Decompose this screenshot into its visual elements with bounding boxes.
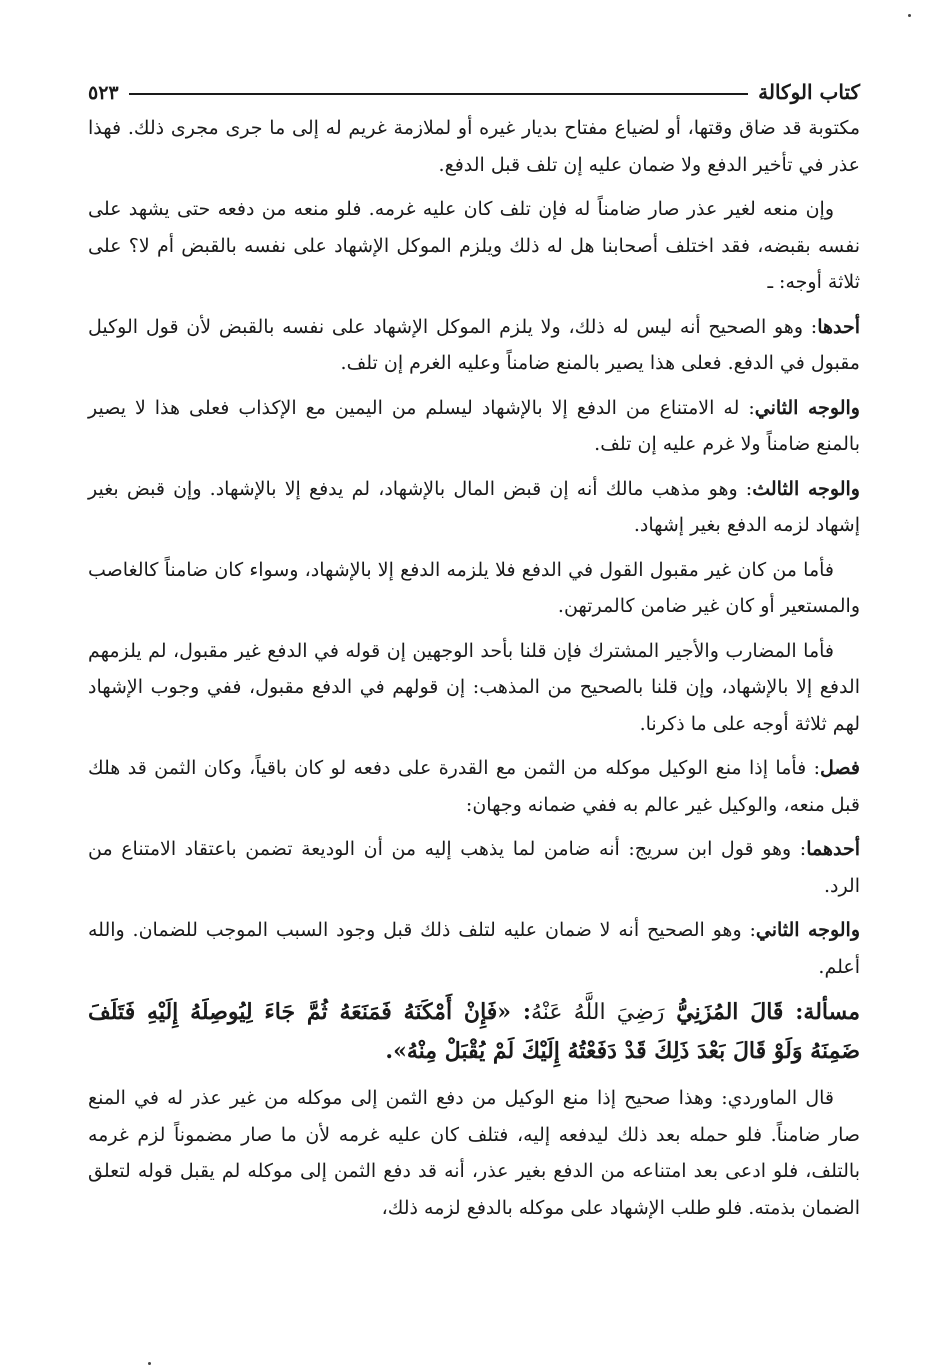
paragraph-lead: والوجه الثاني bbox=[755, 919, 860, 941]
paragraph-text: : فأما إذا منع الوكيل موكله من الثمن مع القدرة على دفعه لو كان باقياً، وكان الثمن قد هلك قبل منعه، والوكيل غير عالم به ففي ضمانه وجهان: bbox=[88, 757, 860, 816]
paragraph-text: : له الامتناع من الدفع إلا بالإشهاد ليسلم من اليمين مع الإكذاب فعلى هذا لا يصير بالمنع ضامناً ولا غرم عليه إن تلف. bbox=[88, 396, 860, 455]
paragraph-text: قال الماوردي: وهذا صحيح إذا منع الوكيل من دفع الثمن إلى موكله من غير عذر له في المنع صار ضامناً. فلو حمله بعد ذلك ليدفعه إليه، فتلف كان عليه غرمه لأن ما صار مضموناً لزم غرمه بالتلف، فلو ادعى بعد امتناعه من الدفع بغير عذر، أنه قد دفع الثمن إلى موكله لم يقبل قوله لتعلق الضمان بذمته. فلو طلب الإشهاد على موكله بالدفع لزمه ذلك، bbox=[88, 1087, 860, 1219]
paragraph-text: وإن منعه لغير عذر صار ضامناً له فإن تلف كان عليه غرمه. فلو منعه من دفعه حتى يشهد على نفسه بقبضه، فقد اختلف أصحابنا هل له ذلك ويلزم الموكل الإشهاد على نفسه بالقبض أم لا؟ على ثلاثة أوجه: ـ bbox=[88, 198, 860, 293]
paragraph bbox=[88, 390, 860, 463]
paragraph-text: : وهو مذهب مالك أنه إن قبض المال بالإشهاد، لم يدفع إلا بالإشهاد. وإن قبض بغير إشهاد لزمه الدفع بغير إشهاد. bbox=[88, 477, 860, 536]
paragraph bbox=[88, 552, 860, 625]
paragraph bbox=[88, 309, 860, 382]
paragraph bbox=[88, 471, 860, 544]
paragraph-text: فأما المضارب والأجير المشترك فإن قلنا بأحد الوجهين إن قوله في الدفع غير مقبول، لم يلزمهم الدفع إلا بالإشهاد، وإن قلنا بالصحيح من المذهب: إن قولهم في الدفع مقبول، ففي وجوب الإشهاد لهم ثلاثة أوجه على ما ذكرنا. bbox=[88, 639, 860, 735]
paragraph-lead: والوجه الثالث bbox=[752, 477, 860, 500]
section-lead: فصل bbox=[820, 757, 860, 779]
paragraph-lead: والوجه الثاني bbox=[754, 396, 860, 419]
paragraph bbox=[88, 831, 860, 904]
paragraph bbox=[88, 633, 860, 743]
paragraph-lead: أحدهما bbox=[806, 838, 860, 860]
paragraph bbox=[88, 110, 860, 183]
paragraph bbox=[88, 912, 860, 985]
page-number: ٥٢٣ bbox=[88, 82, 119, 104]
paragraph-text: : وهو الصحيح أنه لا ضمان عليه لتلف ذلك قبل وجود السبب الموجب للضمان. والله أعلم. bbox=[88, 919, 860, 978]
book-title: كتاب الوكالة bbox=[758, 80, 860, 104]
paragraph-lead: أحدها bbox=[817, 315, 860, 338]
paragraph-text: : وهو قول ابن سريج: أنه ضامن لما يذهب إليه من أن الوديعة تضمن باعتقاد الامتناع من الرد. bbox=[88, 838, 860, 897]
masala-text: : «فَإِنْ أَمْكَنَهُ فَمَنَعَهُ ثُمَّ جَاءَ لِيُوصِلَهُ إِلَيْهِ فَتَلَفَ ضَمِنَهُ وَلَوْ قَالَ بَعْدَ ذَلِكَ قَدْ دَفَعْتُهُ إِلَيْكَ لَمْ يُقْبَلْ مِنْهُ». bbox=[88, 999, 860, 1064]
paragraph-text: : وهو الصحيح أنه ليس له ذلك، ولا يلزم الموكل الإشهاد على نفسه بالقبض لأن قول الوكيل مقبول في الدفع. فعلى هذا يصير بالمنع ضامناً وعليه الغرم إن تلف. bbox=[88, 315, 860, 374]
paragraph bbox=[88, 750, 860, 823]
scan-speck bbox=[908, 14, 911, 17]
scan-speck bbox=[148, 1362, 151, 1365]
paragraph-text: مكتوبة قد ضاق وقتها، أو لضياع مفتاح بديار غيره أو لملازمة غريم له إلى ما جرى مجرى ذلك. فهذا عذر في تأخير الدفع ولا ضمان عليه إن تلف قبل الدفع. bbox=[88, 117, 860, 176]
running-header bbox=[88, 70, 860, 104]
paragraph bbox=[88, 191, 860, 301]
paragraph bbox=[88, 1080, 860, 1226]
header-rule bbox=[129, 93, 749, 95]
paragraph-text: فأما من كان غير مقبول القول في الدفع فلا يلزمه الدفع إلا بالإشهاد، وسواء كان ضامناً كالغاصب والمستعير أو كان غير ضامن كالمرتهن. bbox=[88, 558, 860, 617]
masala-quote bbox=[88, 993, 860, 1070]
document-page bbox=[88, 70, 860, 1234]
masala-honorific: رَضِيَ اللَّهُ عَنْهُ bbox=[531, 1000, 665, 1025]
masala-lead: مسألة: قَالَ المُزَنِيُّ bbox=[676, 999, 861, 1025]
